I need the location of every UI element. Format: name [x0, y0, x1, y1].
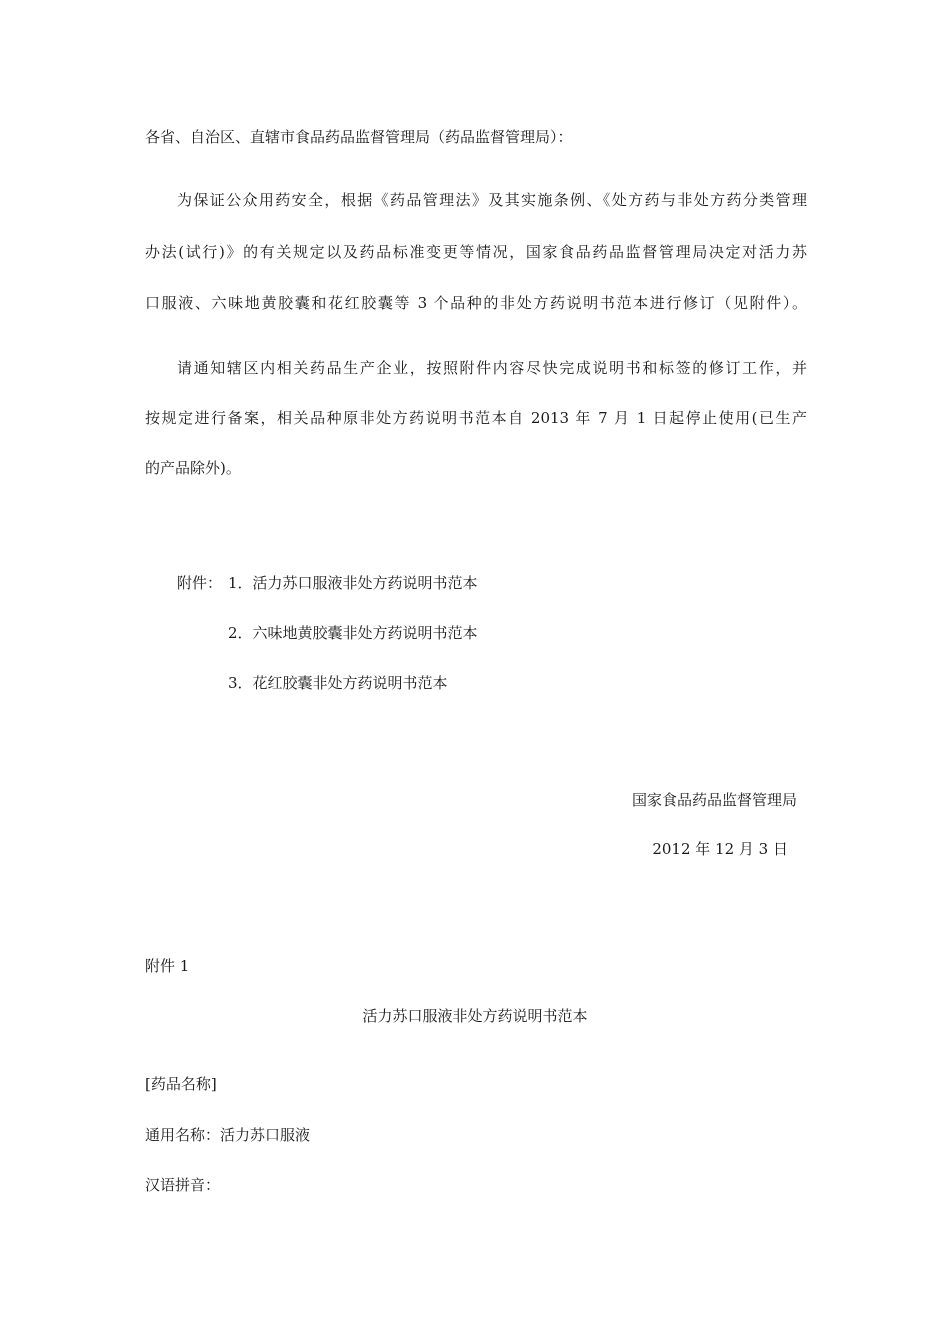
- attachment-item-1: 1．活力苏口服液非处方药说明书范本: [228, 574, 478, 592]
- appendix-title: 活力苏口服液非处方药说明书范本: [362, 1007, 588, 1025]
- issuer-signature: 国家食品药品监督管理局: [631, 791, 797, 809]
- issue-date: 2012 年 12 月 3 日: [652, 840, 788, 858]
- paragraph-1-line-1: 为保证公众用药安全，根据《药品管理法》及其实施条例、《处方药与非处方药分类管理: [177, 191, 807, 209]
- pinyin-name: 汉语拼音：: [145, 1176, 221, 1194]
- appendix-label: 附件 1: [145, 957, 190, 975]
- paragraph-2-line-1: 请通知辖区内相关药品生产企业，按照附件内容尽快完成说明书和标签的修订工作，并: [177, 359, 807, 377]
- section-drug-name: [药品名称]: [145, 1075, 217, 1093]
- attachment-item-2: 2．六味地黄胶囊非处方药说明书范本: [228, 624, 478, 642]
- paragraph-2-line-2: 按规定进行备案，相关品种原非处方药说明书范本自 2013 年 7 月 1 日起停止使用(已生产: [145, 409, 807, 427]
- paragraph-1-line-3: 口服液、六味地黄胶囊和花红胶囊等 3 个品种的非处方药说明书范本进行修订（见附件）。: [145, 294, 807, 312]
- paragraph-2-line-3: 的产品除外)。: [145, 459, 241, 477]
- paragraph-1-line-2: 办法(试行)》的有关规定以及药品标准变更等情况，国家食品药品监督管理局决定对活力苏: [145, 243, 807, 261]
- generic-name: 通用名称：活力苏口服液: [145, 1126, 311, 1144]
- attachment-item-3: 3．花红胶囊非处方药说明书范本: [228, 674, 448, 692]
- salutation: 各省、自治区、直辖市食品药品监督管理局（药品监督管理局）：: [145, 128, 573, 146]
- attachments-label: 附件：: [177, 574, 223, 592]
